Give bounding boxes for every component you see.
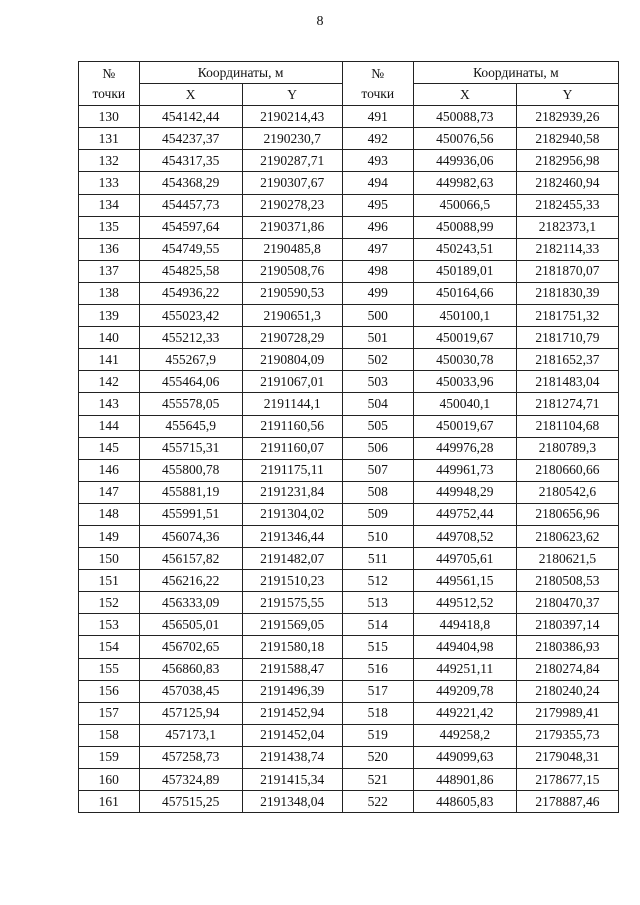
- y-coordinate-cell: 2181830,39: [516, 282, 618, 304]
- y-coordinate-cell: 2190287,71: [242, 150, 342, 172]
- x-coordinate-cell: 454597,64: [139, 216, 242, 238]
- x-coordinate-cell: 456157,82: [139, 548, 242, 570]
- x-coordinate-cell: 449099,63: [413, 746, 516, 768]
- y-coordinate-cell: 2190371,86: [242, 216, 342, 238]
- x-coordinate-cell: 449418,8: [413, 614, 516, 636]
- table-row: [79, 636, 619, 658]
- point-number-cell: 494: [342, 172, 413, 194]
- point-number-cell: 143: [79, 393, 140, 415]
- y-coordinate-cell: 2191575,55: [242, 592, 342, 614]
- x-coordinate-cell: 454142,44: [139, 106, 242, 128]
- x-coordinate-cell: 450088,99: [413, 216, 516, 238]
- table-row: [79, 305, 619, 327]
- y-coordinate-cell: 2191452,94: [242, 702, 342, 724]
- point-number-cell: 135: [79, 216, 140, 238]
- table-row: [79, 282, 619, 304]
- x-coordinate-cell: 455991,51: [139, 503, 242, 525]
- point-number-cell: 137: [79, 260, 140, 282]
- point-number-cell: 522: [342, 791, 413, 813]
- x-coordinate-cell: 448901,86: [413, 769, 516, 791]
- y-coordinate-cell: 2182455,33: [516, 194, 618, 216]
- point-label: точки: [92, 85, 126, 101]
- y-coordinate-cell: 2179989,41: [516, 702, 618, 724]
- table-row: [79, 680, 619, 702]
- y-coordinate-cell: 2181870,07: [516, 260, 618, 282]
- x-coordinate-cell: 454749,55: [139, 238, 242, 260]
- x-coordinate-cell: 450243,51: [413, 238, 516, 260]
- y-coordinate-cell: 2191304,02: [242, 503, 342, 525]
- table-row: [79, 393, 619, 415]
- x-coordinate-cell: 455881,19: [139, 481, 242, 503]
- table-row: [79, 702, 619, 724]
- x-coordinate-cell: 457258,73: [139, 746, 242, 768]
- y-coordinate-cell: 2180789,3: [516, 437, 618, 459]
- y-coordinate-cell: 2190728,29: [242, 327, 342, 349]
- point-number-cell: 506: [342, 437, 413, 459]
- table-body: [79, 106, 619, 813]
- point-number-cell: 145: [79, 437, 140, 459]
- x-coordinate-cell: 456702,65: [139, 636, 242, 658]
- x-coordinate-cell: 455715,31: [139, 437, 242, 459]
- point-number-header-left: [79, 62, 140, 106]
- table-row: [79, 128, 619, 150]
- table-row: [79, 327, 619, 349]
- point-number-cell: 502: [342, 349, 413, 371]
- point-number-cell: 496: [342, 216, 413, 238]
- y-coordinate-cell: 2190804,09: [242, 349, 342, 371]
- x-coordinate-cell: 450164,66: [413, 282, 516, 304]
- y-coordinate-cell: 2180660,66: [516, 459, 618, 481]
- x-coordinate-cell: 456074,36: [139, 525, 242, 547]
- number-sign: №: [102, 65, 116, 81]
- y-coordinate-cell: 2191415,34: [242, 769, 342, 791]
- y-coordinate-cell: 2191482,07: [242, 548, 342, 570]
- y-coordinate-cell: 2191348,04: [242, 791, 342, 813]
- x-coordinate-cell: 450019,67: [413, 415, 516, 437]
- point-number-cell: 136: [79, 238, 140, 260]
- table-row: [79, 459, 619, 481]
- x-header-left: X: [139, 84, 242, 106]
- point-number-cell: 146: [79, 459, 140, 481]
- y-coordinate-cell: 2191231,84: [242, 481, 342, 503]
- y-coordinate-cell: 2190278,23: [242, 194, 342, 216]
- y-coordinate-cell: 2179355,73: [516, 724, 618, 746]
- x-coordinate-cell: 454237,37: [139, 128, 242, 150]
- x-coordinate-cell: 449705,61: [413, 548, 516, 570]
- point-number-cell: 518: [342, 702, 413, 724]
- point-number-cell: 156: [79, 680, 140, 702]
- x-coordinate-cell: 449561,15: [413, 570, 516, 592]
- x-coordinate-cell: 454317,35: [139, 150, 242, 172]
- point-number-cell: 497: [342, 238, 413, 260]
- table-row: [79, 194, 619, 216]
- page-number: 8: [316, 14, 324, 29]
- table-row: [79, 415, 619, 437]
- x-coordinate-cell: 449936,06: [413, 150, 516, 172]
- table-row: [79, 570, 619, 592]
- table-row: [79, 592, 619, 614]
- point-number-cell: 132: [79, 150, 140, 172]
- point-number-cell: 139: [79, 305, 140, 327]
- x-coordinate-cell: 455578,05: [139, 393, 242, 415]
- x-coordinate-cell: 449708,52: [413, 525, 516, 547]
- y-coordinate-cell: 2191569,05: [242, 614, 342, 636]
- y-coordinate-cell: 2191175,11: [242, 459, 342, 481]
- x-coordinate-cell: 457125,94: [139, 702, 242, 724]
- y-coordinate-cell: 2191588,47: [242, 658, 342, 680]
- table-row: [79, 349, 619, 371]
- y-coordinate-cell: 2181274,71: [516, 393, 618, 415]
- y-coordinate-cell: 2180274,84: [516, 658, 618, 680]
- table-row: [79, 548, 619, 570]
- point-number-cell: 503: [342, 371, 413, 393]
- x-coordinate-cell: 450019,67: [413, 327, 516, 349]
- x-coordinate-cell: 450033,96: [413, 371, 516, 393]
- x-coordinate-cell: 455023,42: [139, 305, 242, 327]
- point-number-cell: 517: [342, 680, 413, 702]
- y-coordinate-cell: 2180386,93: [516, 636, 618, 658]
- table-row: [79, 216, 619, 238]
- y-coordinate-cell: 2181483,04: [516, 371, 618, 393]
- point-number-cell: 130: [79, 106, 140, 128]
- point-number-cell: 158: [79, 724, 140, 746]
- table-row: [79, 746, 619, 768]
- point-number-cell: 157: [79, 702, 140, 724]
- point-number-cell: 516: [342, 658, 413, 680]
- table-row: [79, 150, 619, 172]
- point-number-cell: 141: [79, 349, 140, 371]
- x-coordinate-cell: 455464,06: [139, 371, 242, 393]
- x-coordinate-cell: 449961,73: [413, 459, 516, 481]
- y-coordinate-cell: 2191067,01: [242, 371, 342, 393]
- y-coordinate-cell: 2181710,79: [516, 327, 618, 349]
- y-coordinate-cell: 2191452,04: [242, 724, 342, 746]
- y-coordinate-cell: 2181104,68: [516, 415, 618, 437]
- table-row: [79, 172, 619, 194]
- point-number-cell: 513: [342, 592, 413, 614]
- x-coordinate-cell: 456860,83: [139, 658, 242, 680]
- y-coordinate-cell: 2182114,33: [516, 238, 618, 260]
- point-number-cell: 498: [342, 260, 413, 282]
- x-coordinate-cell: 450066,5: [413, 194, 516, 216]
- y-coordinate-cell: 2182939,26: [516, 106, 618, 128]
- table-row: [79, 503, 619, 525]
- x-coordinate-cell: 456333,09: [139, 592, 242, 614]
- x-coordinate-cell: 449982,63: [413, 172, 516, 194]
- table-row: [79, 769, 619, 791]
- point-number-cell: 134: [79, 194, 140, 216]
- x-coordinate-cell: 449209,78: [413, 680, 516, 702]
- x-coordinate-cell: 449512,52: [413, 592, 516, 614]
- y-coordinate-cell: 2190230,7: [242, 128, 342, 150]
- x-coordinate-cell: 454825,58: [139, 260, 242, 282]
- point-number-cell: 508: [342, 481, 413, 503]
- point-number-cell: 149: [79, 525, 140, 547]
- y-header-left: Y: [242, 84, 342, 106]
- table-row: [79, 658, 619, 680]
- y-coordinate-cell: 2181652,37: [516, 349, 618, 371]
- table-row: [79, 614, 619, 636]
- y-coordinate-cell: 2180623,62: [516, 525, 618, 547]
- point-number-cell: 521: [342, 769, 413, 791]
- x-coordinate-cell: 450030,78: [413, 349, 516, 371]
- point-number-cell: 505: [342, 415, 413, 437]
- y-coordinate-cell: 2191438,74: [242, 746, 342, 768]
- y-coordinate-cell: 2190508,76: [242, 260, 342, 282]
- point-number-cell: 504: [342, 393, 413, 415]
- table-row: [79, 525, 619, 547]
- point-number-cell: 154: [79, 636, 140, 658]
- x-coordinate-cell: 457173,1: [139, 724, 242, 746]
- x-coordinate-cell: 455800,78: [139, 459, 242, 481]
- point-number-cell: 519: [342, 724, 413, 746]
- coordinates-table: [78, 61, 619, 813]
- point-number-cell: 159: [79, 746, 140, 768]
- y-coordinate-cell: 2180470,37: [516, 592, 618, 614]
- point-number-cell: 131: [79, 128, 140, 150]
- point-number-cell: 155: [79, 658, 140, 680]
- x-coordinate-cell: 449976,28: [413, 437, 516, 459]
- point-number-cell: 148: [79, 503, 140, 525]
- x-coordinate-cell: 457324,89: [139, 769, 242, 791]
- y-coordinate-cell: 2191346,44: [242, 525, 342, 547]
- y-coordinate-cell: 2190651,3: [242, 305, 342, 327]
- table-row: [79, 724, 619, 746]
- x-header-right: X: [413, 84, 516, 106]
- y-coordinate-cell: 2190485,8: [242, 238, 342, 260]
- point-number-cell: 140: [79, 327, 140, 349]
- point-label: точки: [361, 85, 395, 101]
- point-number-cell: 514: [342, 614, 413, 636]
- y-coordinate-cell: 2180656,96: [516, 503, 618, 525]
- table-row: [79, 437, 619, 459]
- x-coordinate-cell: 449948,29: [413, 481, 516, 503]
- x-coordinate-cell: 449221,42: [413, 702, 516, 724]
- y-coordinate-cell: 2190590,53: [242, 282, 342, 304]
- point-number-cell: 492: [342, 128, 413, 150]
- y-coordinate-cell: 2190307,67: [242, 172, 342, 194]
- x-coordinate-cell: 456505,01: [139, 614, 242, 636]
- point-number-cell: 512: [342, 570, 413, 592]
- x-coordinate-cell: 449404,98: [413, 636, 516, 658]
- x-coordinate-cell: 448605,83: [413, 791, 516, 813]
- number-sign: №: [371, 65, 385, 81]
- table-row: [79, 260, 619, 282]
- point-number-cell: 515: [342, 636, 413, 658]
- coordinates-header-left: Координаты, м: [139, 62, 342, 84]
- point-number-cell: 495: [342, 194, 413, 216]
- x-coordinate-cell: 449251,11: [413, 658, 516, 680]
- table-row: [79, 481, 619, 503]
- point-number-cell: 138: [79, 282, 140, 304]
- point-number-cell: 133: [79, 172, 140, 194]
- point-number-cell: 507: [342, 459, 413, 481]
- x-coordinate-cell: 457038,45: [139, 680, 242, 702]
- point-number-cell: 144: [79, 415, 140, 437]
- y-coordinate-cell: 2191496,39: [242, 680, 342, 702]
- point-number-cell: 153: [79, 614, 140, 636]
- y-coordinate-cell: 2178887,46: [516, 791, 618, 813]
- table-row: [79, 791, 619, 813]
- y-coordinate-cell: 2180621,5: [516, 548, 618, 570]
- y-coordinate-cell: 2191510,23: [242, 570, 342, 592]
- y-coordinate-cell: 2180542,6: [516, 481, 618, 503]
- point-number-cell: 161: [79, 791, 140, 813]
- table-row: [79, 238, 619, 260]
- point-number-cell: 151: [79, 570, 140, 592]
- x-coordinate-cell: 454457,73: [139, 194, 242, 216]
- point-number-cell: 509: [342, 503, 413, 525]
- y-coordinate-cell: 2180397,14: [516, 614, 618, 636]
- y-coordinate-cell: 2191144,1: [242, 393, 342, 415]
- y-header-right: Y: [516, 84, 618, 106]
- y-coordinate-cell: 2190214,43: [242, 106, 342, 128]
- y-coordinate-cell: 2178677,15: [516, 769, 618, 791]
- point-number-cell: 493: [342, 150, 413, 172]
- point-number-cell: 491: [342, 106, 413, 128]
- point-number-header-right: [342, 62, 413, 106]
- point-number-cell: 142: [79, 371, 140, 393]
- y-coordinate-cell: 2191160,07: [242, 437, 342, 459]
- point-number-cell: 500: [342, 305, 413, 327]
- y-coordinate-cell: 2191580,18: [242, 636, 342, 658]
- y-coordinate-cell: 2179048,31: [516, 746, 618, 768]
- x-coordinate-cell: 454936,22: [139, 282, 242, 304]
- x-coordinate-cell: 449258,2: [413, 724, 516, 746]
- x-coordinate-cell: 454368,29: [139, 172, 242, 194]
- x-coordinate-cell: 449752,44: [413, 503, 516, 525]
- x-coordinate-cell: 450040,1: [413, 393, 516, 415]
- point-number-cell: 511: [342, 548, 413, 570]
- point-number-cell: 147: [79, 481, 140, 503]
- point-number-cell: 499: [342, 282, 413, 304]
- point-number-cell: 160: [79, 769, 140, 791]
- x-coordinate-cell: 450100,1: [413, 305, 516, 327]
- coordinates-header-right: Координаты, м: [413, 62, 618, 84]
- point-number-cell: 510: [342, 525, 413, 547]
- x-coordinate-cell: 450076,56: [413, 128, 516, 150]
- x-coordinate-cell: 450088,73: [413, 106, 516, 128]
- x-coordinate-cell: 455212,33: [139, 327, 242, 349]
- table-row: [79, 106, 619, 128]
- x-coordinate-cell: 450189,01: [413, 260, 516, 282]
- x-coordinate-cell: 456216,22: [139, 570, 242, 592]
- y-coordinate-cell: 2182940,58: [516, 128, 618, 150]
- table-row: [79, 371, 619, 393]
- point-number-cell: 150: [79, 548, 140, 570]
- point-number-cell: 501: [342, 327, 413, 349]
- point-number-cell: 520: [342, 746, 413, 768]
- y-coordinate-cell: 2180240,24: [516, 680, 618, 702]
- y-coordinate-cell: 2180508,53: [516, 570, 618, 592]
- x-coordinate-cell: 457515,25: [139, 791, 242, 813]
- y-coordinate-cell: 2182460,94: [516, 172, 618, 194]
- y-coordinate-cell: 2182373,1: [516, 216, 618, 238]
- y-coordinate-cell: 2181751,32: [516, 305, 618, 327]
- x-coordinate-cell: 455267,9: [139, 349, 242, 371]
- x-coordinate-cell: 455645,9: [139, 415, 242, 437]
- point-number-cell: 152: [79, 592, 140, 614]
- y-coordinate-cell: 2182956,98: [516, 150, 618, 172]
- y-coordinate-cell: 2191160,56: [242, 415, 342, 437]
